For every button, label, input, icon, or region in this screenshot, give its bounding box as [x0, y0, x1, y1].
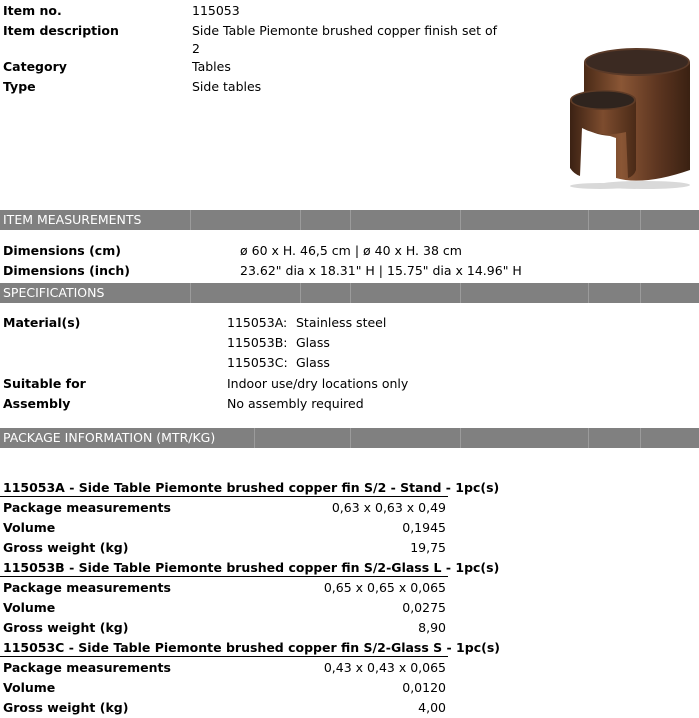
product-image: [560, 48, 696, 190]
package-measurements-label-b: Package measurements: [3, 580, 171, 595]
package-information-header: [0, 428, 699, 448]
package-measurements-value-a: 0,63 x 0,63 x 0,49: [331, 500, 446, 515]
package-title-a: 115053A - Side Table Piemonte brushed copper fin S/2 - Stand - 1pc(s): [3, 480, 500, 495]
item-measurements-header: [0, 210, 699, 230]
assembly-label: Assembly: [3, 396, 71, 411]
material-code-b: 115053B:: [227, 335, 288, 350]
gross-weight-label-c: Gross weight (kg): [3, 700, 129, 715]
dimensions-inch-label: Dimensions (inch): [3, 263, 130, 278]
item-description-line2: 2: [192, 41, 200, 56]
volume-value-b: 0,0275: [402, 600, 446, 615]
item-description-label: Item description: [3, 23, 119, 38]
package-measurements-label-c: Package measurements: [3, 660, 171, 675]
package-title-c: 115053C - Side Table Piemonte brushed copper fin S/2-Glass S - 1pc(s): [3, 640, 500, 655]
dimensions-inch-value: 23.62" dia x 18.31" H | 15.75" dia x 14.96" H: [240, 263, 522, 278]
package-information-title: PACKAGE INFORMATION (MTR/KG): [3, 430, 216, 445]
volume-label-c: Volume: [3, 680, 56, 695]
materials-label: Material(s): [3, 315, 81, 330]
type-value: Side tables: [192, 79, 262, 94]
volume-label-b: Volume: [3, 600, 56, 615]
material-value-a: Stainless steel: [296, 315, 387, 330]
volume-label-a: Volume: [3, 520, 56, 535]
category-value: Tables: [192, 59, 231, 74]
material-value-b: Glass: [296, 335, 330, 350]
specifications-title: SPECIFICATIONS: [3, 285, 105, 300]
material-value-c: Glass: [296, 355, 330, 370]
package-measurements-value-c: 0,43 x 0,43 x 0,065: [323, 660, 446, 675]
type-label: Type: [3, 79, 36, 94]
suitable-for-value: Indoor use/dry locations only: [227, 376, 409, 391]
package-title-b: 115053B - Side Table Piemonte brushed copper fin S/2-Glass L - 1pc(s): [3, 560, 500, 575]
material-code-c: 115053C:: [227, 355, 288, 370]
item-no-label: Item no.: [3, 3, 62, 18]
dimensions-cm-label: Dimensions (cm): [3, 243, 121, 258]
gross-weight-label-b: Gross weight (kg): [3, 620, 129, 635]
assembly-value: No assembly required: [227, 396, 364, 411]
item-measurements-title: ITEM MEASUREMENTS: [3, 212, 142, 227]
item-no-value: 115053: [192, 3, 240, 18]
specifications-header: [0, 283, 699, 303]
category-label: Category: [3, 59, 67, 74]
gross-weight-label-a: Gross weight (kg): [3, 540, 129, 555]
volume-value-a: 0,1945: [402, 520, 446, 535]
gross-weight-value-c: 4,00: [418, 700, 446, 715]
material-code-a: 115053A:: [227, 315, 288, 330]
suitable-for-label: Suitable for: [3, 376, 86, 391]
gross-weight-value-b: 8,90: [418, 620, 446, 635]
dimensions-cm-value: ø 60 x H. 46,5 cm | ø 40 x H. 38 cm: [240, 243, 462, 258]
package-measurements-label-a: Package measurements: [3, 500, 171, 515]
volume-value-c: 0,0120: [402, 680, 446, 695]
item-description-line1: Side Table Piemonte brushed copper finish set of: [192, 23, 498, 38]
package-measurements-value-b: 0,65 x 0,65 x 0,065: [323, 580, 446, 595]
gross-weight-value-a: 19,75: [410, 540, 446, 555]
